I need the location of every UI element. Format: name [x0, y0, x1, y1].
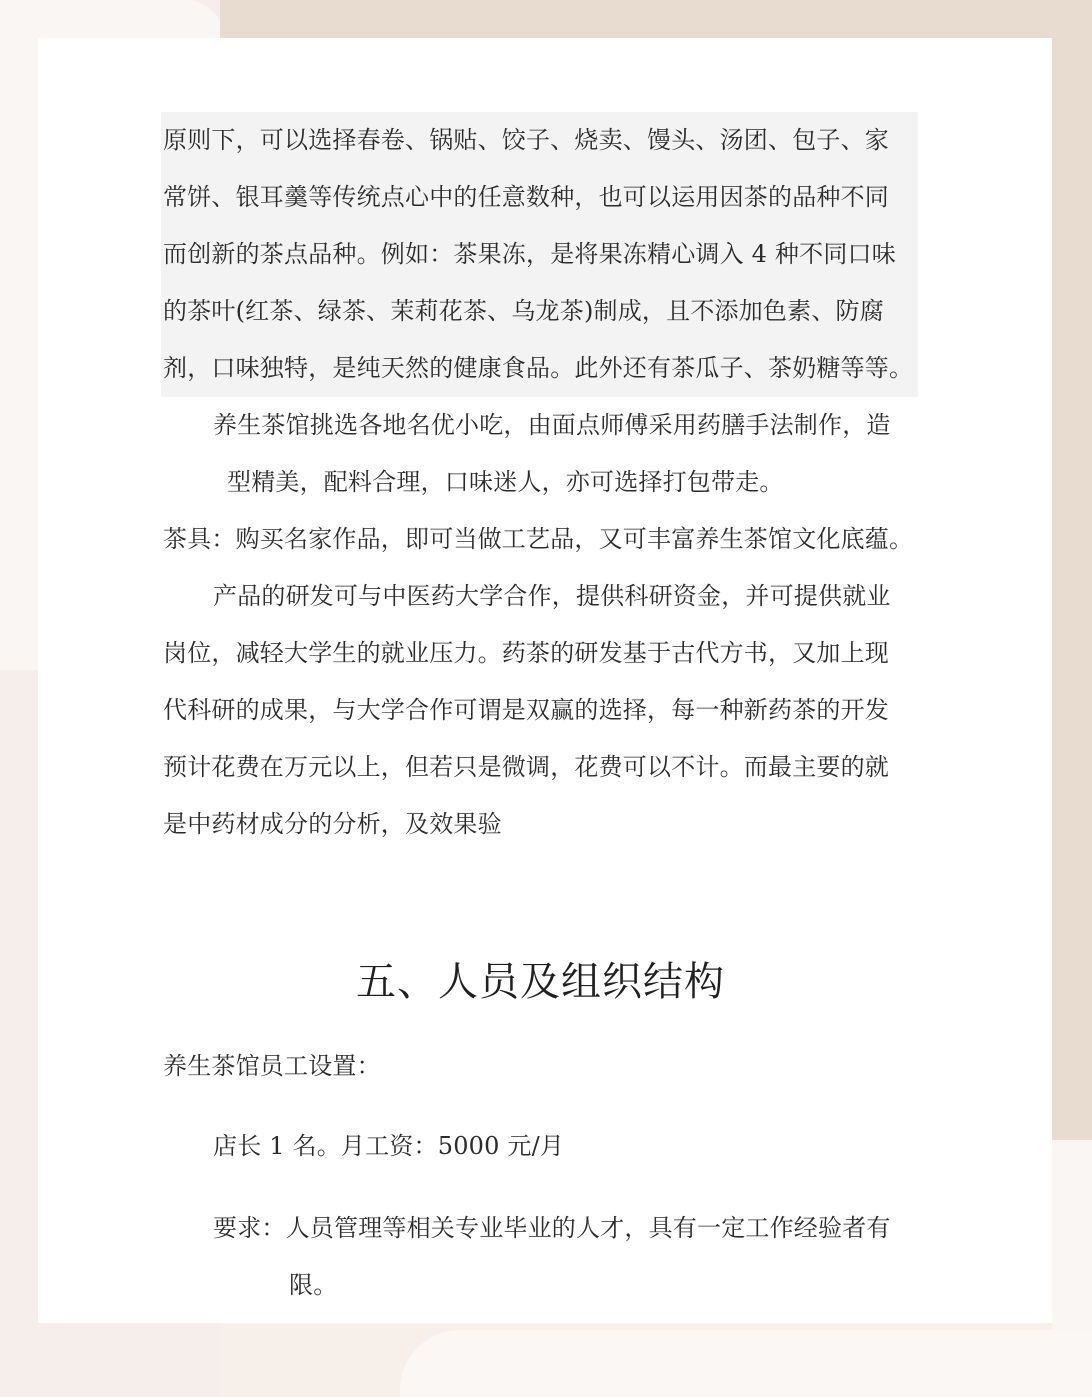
staff-intro	[163, 1038, 918, 1095]
text-line: 剂，口味独特，是纯天然的健康食品。此外还有茶瓜子、茶奶糖等等。	[163, 354, 914, 382]
background-bottom	[400, 1330, 1092, 1397]
research-paragraph-line: 岗位，减轻大学生的就业压力。药茶的研发基于古代方书，又加上现	[163, 639, 889, 667]
staff-intro-text: 养生茶馆员工设置：	[163, 1052, 381, 1080]
manager-item	[163, 1118, 918, 1175]
section-heading: 五、人员及组织结构	[356, 959, 725, 1005]
text-line: 的茶叶(红茶、绿茶、茉莉花茶、乌龙茶)制成，且不添加色素、防腐	[163, 297, 884, 325]
research-paragraph-line: 产品的研发可与中医药大学合作，提供科研资金，并可提供就业	[213, 582, 891, 610]
manager-text: 店长 1 名。月工资：5000 元/月	[213, 1132, 565, 1160]
research-paragraph-line: 预计花费在万元以上，但若只是微调，花费可以不计。而最主要的就	[163, 753, 889, 781]
research-paragraph-line: 是中药材成分的分析，及效果验	[163, 810, 502, 838]
text-line: 常饼、银耳羹等传统点心中的任意数种，也可以运用因茶的品种不同	[163, 183, 889, 211]
snack-paragraph-line: 型精美，配料合理，口味迷人，亦可选择打包带走。	[227, 468, 784, 496]
body-text	[163, 112, 918, 853]
snack-paragraph-line: 养生茶馆挑选各地名优小吃，由面点师傅采用药膳手法制作，造	[213, 411, 891, 439]
text-line: 而创新的茶点品种。例如：茶果冻，是将果冻精心调入 4 种不同口味	[163, 240, 896, 268]
requirement-text-line: 限。	[289, 1271, 338, 1299]
text-line: 原则下，可以选择春卷、锅贴、饺子、烧卖、馒头、汤团、包子、家	[163, 126, 889, 154]
highlighted-paragraph	[161, 112, 918, 397]
research-paragraph-line: 代科研的成果，与大学合作可谓是双赢的选择，每一种新药茶的开发	[163, 696, 889, 724]
teaware-paragraph: 茶具：购买名家作品，即可当做工艺品，又可丰富养生茶馆文化底蕴。	[163, 525, 914, 553]
requirement-text-line: 要求：人员管理等相关专业毕业的人才，具有一定工作经验者有	[213, 1214, 891, 1242]
requirement-item	[163, 1200, 918, 1314]
